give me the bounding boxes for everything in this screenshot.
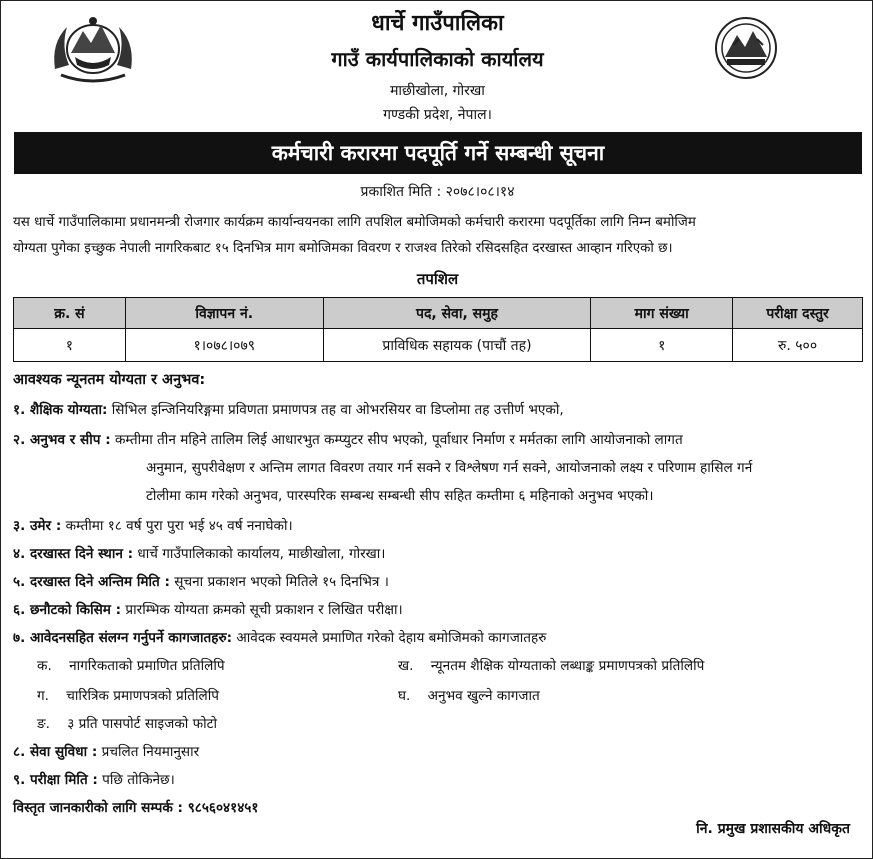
signatory: नि. प्रमुख प्रशासकीय अधिकृत bbox=[696, 821, 850, 837]
documents-item bbox=[13, 627, 546, 646]
item-text: सिभिल इन्जिनियरिङ्गमा प्रविणता प्रमाणपत्र तह वा ओभरसियर वा डिप्लोमा तह उत्तीर्ण भएको, bbox=[107, 402, 564, 418]
item-text: सूचना प्रकाशन भएको मितिले १५ दिनभित्र । bbox=[169, 574, 389, 590]
table-row bbox=[14, 329, 863, 362]
office-location: माछीखोला, गोरखा bbox=[390, 83, 485, 99]
document-key: क. bbox=[37, 658, 52, 674]
item-text: आवेदक स्वयमले प्रमाणित गरेको देहाय बमोजिमको कागजातहरु bbox=[232, 630, 547, 646]
exam-date-item bbox=[13, 769, 175, 788]
education-item bbox=[13, 399, 564, 418]
item-label: ७. आवेदनसहित संलग्न गर्नुपर्ने कागजातहरु: bbox=[13, 630, 233, 646]
office-province: गण्डकी प्रदेश, नेपाल। bbox=[383, 107, 492, 123]
intro-paragraph bbox=[13, 210, 863, 262]
document-entry bbox=[37, 655, 225, 674]
experience-item bbox=[13, 429, 683, 448]
document-key: घ. bbox=[398, 688, 411, 704]
application-place-item bbox=[13, 543, 385, 562]
document-key: ग. bbox=[37, 688, 49, 704]
document-key: ख. bbox=[398, 658, 414, 674]
document-text: नागरिकताको प्रमाणित प्रतिलिपि bbox=[69, 658, 225, 674]
table-header-row bbox=[14, 298, 863, 329]
item-label: ९. परीक्षा मिति : bbox=[13, 772, 98, 788]
item-label: ८. सेवा सुविधा : bbox=[13, 744, 98, 760]
item-text: प्रारम्भिक योग्यता क्रमको सूची प्रकाशन र लिखित परीक्षा। bbox=[121, 602, 403, 618]
column-header: क्र. सं bbox=[14, 298, 126, 329]
document-entry bbox=[37, 685, 219, 704]
item-label: ६. छनौटको किसिम : bbox=[13, 602, 122, 618]
document-text: चारित्रिक प्रमाणपत्रको प्रतिलिपि bbox=[66, 688, 220, 704]
column-header: विज्ञापन नं. bbox=[125, 298, 323, 329]
experience-continued: अनुमान, सुपरीवेक्षण र अन्तिम लागत विवरण तयार गर्न सक्ने र विश्लेषण गर्न सक्ने, आयोजनाको लक्ष्य र परिणाम हासिल गर्न bbox=[146, 460, 753, 476]
column-header: परीक्षा दस्तुर bbox=[733, 298, 863, 329]
column-header: माग संख्या bbox=[591, 298, 733, 329]
contact-line: विस्तृत जानकारीको लागि सम्पर्क : ९८५६०४१४५१ bbox=[13, 800, 259, 816]
item-text: पछि तोकिनेछ। bbox=[97, 772, 175, 788]
table-title: तपशिल bbox=[416, 270, 459, 288]
document-key: ङ. bbox=[37, 716, 50, 732]
document-entry bbox=[398, 655, 704, 674]
document-text: अनुभव खुल्ने कागजात bbox=[427, 688, 540, 704]
item-label: ३. उमेर : bbox=[13, 518, 62, 534]
item-label: ४. दरखास्त दिने स्थान : bbox=[13, 546, 134, 562]
table-cell: रु. ५०० bbox=[733, 329, 863, 362]
experience-continued: टोलीमा काम गरेको अनुभव, पारस्परिक सम्बन्ध सम्बन्धी सीप सहित कम्तीमा ६ महिनाको अनुभव भएको। bbox=[146, 488, 654, 504]
notice-title: कर्मचारी करारमा पदपूर्ति गर्ने सम्बन्धी सूचना bbox=[14, 132, 862, 174]
column-header: पद, सेवा, समुह bbox=[323, 298, 591, 329]
table-cell: १ bbox=[591, 329, 733, 362]
item-text: कम्तीमा १८ वर्ष पुरा पुरा भई ४५ वर्ष ननाघेको। bbox=[61, 518, 293, 534]
item-text: कम्तीमा तीन महिने तालिम लिई आधारभुत कम्प्युटर सीप भएको, पूर्वाधार निर्माण र मर्मतका लागि आयोजनाको लागत bbox=[110, 432, 683, 448]
item-label: १. शैक्षिक योग्यता: bbox=[13, 402, 108, 418]
table-cell: १ bbox=[14, 329, 126, 362]
document-text: न्यूनतम शैक्षिक योग्यताको लब्धाङ्क प्रमाणपत्रको प्रतिलिपि bbox=[430, 658, 705, 674]
item-label: २. अनुभव र सीप : bbox=[13, 432, 111, 448]
facility-item bbox=[13, 741, 199, 760]
item-text: धार्चे गाउँपालिकाको कार्यालय, माछीखोला, गोरखा। bbox=[133, 546, 386, 562]
office-subtitle: गाउँ कार्यपालिकाको कार्यालय bbox=[331, 47, 544, 71]
document-text: ३ प्रति पासपोर्ट साइजको फोटो bbox=[67, 716, 217, 732]
requirements-title: आवश्यक न्यूनतम योग्यता र अनुभव: bbox=[13, 372, 206, 388]
table-cell: प्राविधिक सहायक (पाचौं तह) bbox=[323, 329, 591, 362]
intro-line: योग्यता पुगेका इच्छुक नेपाली नागरिकबाट १५ दिनभित्र माग बमोजिमका विवरण र राजश्व तिरेको रसिदसहित दरखास्त आव्हान गरिएको छ। bbox=[13, 241, 673, 256]
intro-line: यस धार्चे गाउँपालिकामा प्रधानमन्त्री रोजगार कार्यक्रम कार्यान्वयनका लागि तपशिल बमोजिमको कर्मचारी करारमा पदपूर्तिका लागि निम्न बमोजिम bbox=[13, 215, 696, 230]
deadline-item bbox=[13, 571, 389, 590]
selection-item bbox=[13, 599, 403, 618]
office-name: धार्चे गाउँपालिका bbox=[371, 11, 504, 36]
age-item bbox=[13, 515, 293, 534]
document-entry bbox=[37, 713, 217, 732]
item-text: प्रचलित नियमानुसार bbox=[97, 744, 200, 760]
item-label: ५. दरखास्त दिने अन्तिम मिति : bbox=[13, 574, 170, 590]
vacancy-table bbox=[13, 297, 863, 362]
document-entry bbox=[398, 685, 540, 704]
table-cell: १।०७८।०७९ bbox=[125, 329, 323, 362]
published-date: प्रकाशित मिति : २०७८।०८।१४ bbox=[360, 184, 515, 200]
